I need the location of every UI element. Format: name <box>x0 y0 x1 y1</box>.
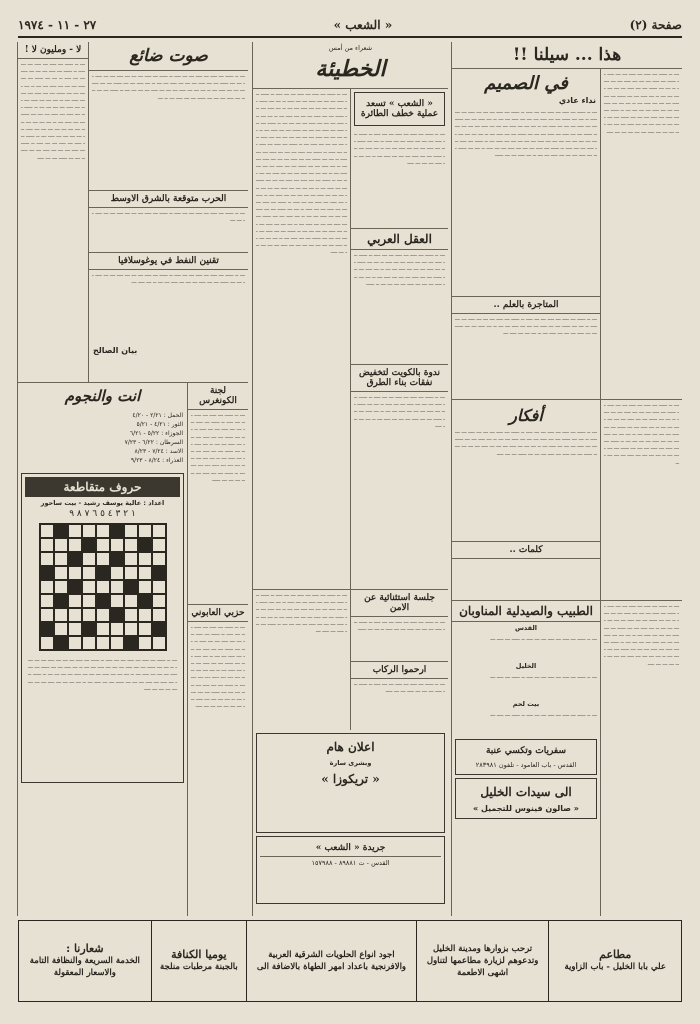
column-title-fi-alsamim: في الصميم <box>484 73 568 94</box>
article-body: ـــ ــ ـــــ ـــ ــــ ـــ ــــ ـــ ـــ ــــ ــ ـــــ ـــ ــــ ـــ <box>490 636 597 642</box>
article-body: ـــ ــ ـــــ ـــ ــــ ـــ ــــ ـــ ـــ ــــ ــ ـــــ ـــ ــــ ـــ <box>490 674 597 680</box>
issue-date: ٢٧ - ١١ - ١٩٧٤ <box>18 18 97 32</box>
headline-oil-yugoslavia: تقنين النفط في يوغوسلافيا <box>89 252 248 270</box>
poets-subtitle: شعراء من أمس <box>328 44 373 52</box>
headline-security-session: جلسة استثنائية عن الامن <box>351 590 448 617</box>
ad-kunafa-text: بالجبنة مرطبات منلجة <box>159 962 238 972</box>
headline-no-million-no: لا - ومليون لا ! <box>18 42 88 59</box>
paper-name: « الشعب » <box>333 18 393 32</box>
star-sign-row <box>22 438 183 447</box>
crossword-clues: ـــ ــ ـــــ ـــ ــــ ـــ ــــ ـــ ـــ ــــ ــ ـــــ ـــ ــــ ـــ ـــ ـــ ــــ ـــ ـــ ــــ ــ ـــ ـــ ـــــ ـــ ـــ ــــ ـــ ـــ ـــ ــــ ـــ ـــ ــ ـــ ــــ ـــ ـــ ـــــ ـــ ـــ ــــ ـــ ـــ ـــ ــــ ـــ ــ ـــ ـــ ـــ ــــ ـــ ـــ ـــ ــــ ـــ ـــ ـــ ـــ ــ ـــــ ـــ ـــ ــــ ـــ ــــ ـــ ـــ ـــ ـــــ ـــ ـــ ــــ ـــ ــ ـــ ـــ ـــ ـــ ــــ ـــ ـــ ـــ ـــ ـــ ـــ ـــ ــــ <box>28 657 177 692</box>
byline-nida: نداء عادي <box>558 96 596 105</box>
column-left <box>17 42 248 916</box>
taxi-title: سفريات وتكسي عنبة <box>485 746 567 756</box>
ad-sweets-text: اجود انواع الحلويات الشرقية العربية والافرنجية باعداد امهر الطهاة بالاضافة الى <box>256 950 407 972</box>
star-sign-row <box>22 456 183 465</box>
article-body: ـــ ــ ـــــ ـــ ــــ ـــ ــــ ـــ ـــ ــــ ــ ـــــ ـــ ــــ ـــ <box>490 712 597 718</box>
headline-khatia: الخطيئة <box>253 54 448 89</box>
article-body: ـــ ــ ـــــ ـــ ــــ ـــ ــــ ـــ ـــ ــــ ــ ـــــ ـــ ــــ ـــ ـــ ـــ ــــ ـــ ـــ ــــ ــ ـــ ـــ ـــــ ـــ ـــ ــــ ـــ ـــ ـــ ــــ ـــ ـــ ــ ـــ ــــ ـــ ـــ ـــــ ـــ ـــ ــــ ـــ ـــ ـــ ــــ ـــ ــ ـــ ـــ ـــ ــــ ـــ ـــ ـــ ــــ ـــ ـــ ـــ ـــ ــ ـــــ ـــ ـــ ــــ ـــ ــــ ـــ ـــ ـــ ـــــ ـــ ـــ ــــ ـــ ــ ـــ ـــ ـــ ـــ ــــ ـــ ـــ ـــ ـــ ـــ ـــ ـــ ــــ <box>191 624 245 710</box>
star-sign: الجوزاء : ٥/٢٢ - ٦/٢١ <box>129 430 183 437</box>
article-body: ـــ ــ ـــــ ـــ ــــ ـــ ــــ ـــ ـــ ــــ ــ ـــــ ـــ ــــ ـــ ـــ ـــ ــــ ـــ ـــ ــــ ــ ـــ ـــ ـــــ ـــ ـــ ــــ ـــ ـــ ـــ ــــ ـــ ـــ ــ ـــ ــــ ـــ ـــ ـــــ ـــ ـــ ــــ ـــ ـــ ـــ ــــ ـــ ــ ـــ ـــ ـــ ــــ ـــ ـــ ـــ ــــ ـــ ـــ ـــ ـــ ــ ـــــ ـــ ـــ ــــ ـــ ــــ ـــ <box>256 592 347 635</box>
article-body: ـــ ــ ـــــ ـــ ــــ ـــ ــــ ـــ ـــ ــــ ــ ـــــ ـــ ــــ ـــ ـــ ـــ ــــ ـــ ـــ ــــ ــ ـــ ـــ <box>92 210 245 224</box>
article-body: ـــ ــ ـــــ ـــ ــــ ـــ ــــ ـــ ـــ ــــ ــ ـــــ ـــ ــــ ـــ ـــ ـــ ــــ ـــ ـــ ــــ <box>354 681 445 695</box>
taxi-ad <box>455 739 597 775</box>
star-sign-row <box>22 420 183 429</box>
subscription-box <box>256 836 445 904</box>
headline-kuwait: ندوة بالكويت لتخفيض نفقات بناء الطرق <box>351 364 448 392</box>
author-bayan: بيان الصالح <box>93 346 138 355</box>
headline-passengers: ارحموا الركاب <box>351 661 448 679</box>
article-body: ـــ ــ ـــــ ـــ ــــ ـــ ــــ ـــ ـــ ــــ ــ ـــــ ـــ ــــ ـــ ـــ ـــ ــــ ـــ ـــ ــــ ــ ـــ ـــ ـــــ ـــ ـــ ــــ ـــ ـــ ـــ ــــ ـــ ـــ ــ ـــ ــــ ـــ ـــ ـــــ ـــ ـــ ــــ ـــ ـــ ـــ ــــ ـــ ــ ـــ ـــ ـــ ــــ ـــ ـــ ـــ ــــ ـــ ـــ ـــ ـــ ــ ـــــ ـــ ـــ ــــ ـــ ــــ ـــ ـــ ـــ ـــــ ـــ ـــ ــــ <box>455 429 597 457</box>
ad-slogan-title: شعارنا : <box>66 942 104 955</box>
article-body: ـــ ــ ـــــ ـــ ــــ ـــ ــــ ـــ ـــ ــــ ــ ـــــ ـــ ــــ ـــ ـــ ـــ ــــ ـــ ـــ ــــ ــ ـــ ـــ ـــــ ـــ ـــ ــــ ـــ ـــ ـــ ــــ ـــ ـــ ــ ـــ ــــ ـــ ـــ ـــــ ـــ ـــ ــــ ـــ ـــ ـــ ــــ ـــ ــ ـــ ـــ ـــ ــــ ـــ ـــ ـــ ــــ <box>354 131 445 166</box>
ad-slogan <box>19 921 151 1001</box>
star-sign: الحمل : ٢/٢١ - ٤/٢٠ <box>132 412 183 419</box>
subscription-title: جريدة « الشعب » <box>260 840 441 857</box>
salon-ad <box>455 778 597 819</box>
headline-lost-voice: صوت ضائع <box>89 42 248 71</box>
article-body: ـــ ــ ـــــ ـــ ــــ ـــ ــــ ـــ ـــ ــــ ــ ـــــ ـــ ــــ ـــ ـــ ـــ ــــ ـــ ـــ ــــ ــ ـــ ـــ ـــــ ـــ ـــ ــــ ـــ ـــ ـــ ــــ ـــ ـــ ــ ـــ ــــ ـــ ـــ ـــــ ـــ ـــ ــــ ـــ ـــ ـــ ــــ ـــ ــ ـــ ـــ ـــ ــــ ـــ ـــ ـــ ــــ ـــ ـــ ـــ ـــ ــ ـــــ ـــ ـــ ــــ ـــ ــــ ـــ ـــ ـــ ـــــ ـــ ـــ ــــ ـــ ــ ـــ ـــ ـــ ـــ ــــ ـــ ـــ ـــ ـــ ـــ ـــ ـــ ــــ ـــ ـــ ـــ ـــ ـــ ــــ ـــ ــ ـــــ ـــ ــــ ـــ ــــ ـــ ـــ ــــ ــ ـــــ ـــ ــــ ـــ ـــ ـــ ــــ ـــ ـــ ــــ ــ ـــ ـــ ـــــ ـــ ـــ ــــ <box>21 61 85 161</box>
article-body: ـــ ــ ـــــ ـــ ــــ ـــ ــــ ـــ ـــ ــــ ــ ـــــ ـــ ــــ ـــ ـــ ـــ ــــ ـــ ـــ ــــ ــ ـــ ـــ ـــــ <box>354 619 445 633</box>
headline-war-expected: الحرب متوقعة بالشرق الاوسط <box>89 190 248 208</box>
crossword-grid <box>39 523 167 651</box>
star-sign: السرطان : ٦/٢٢ - ٧/٢٣ <box>124 439 183 446</box>
pharmacy-city-2: الخليل <box>515 662 537 670</box>
star-sign-row <box>22 447 183 456</box>
masthead <box>18 14 682 38</box>
headline-congress: لجنة الكونغرس <box>188 383 248 410</box>
ad-hebron-restaurant <box>416 921 549 1001</box>
headline-party: حزبي العابوني <box>188 604 248 622</box>
star-sign-row <box>22 411 183 420</box>
ad-slogan-text: الخدمة السريعة والنظافة التامة والاسعار المعقولة <box>29 956 140 978</box>
ad-ali-baba-title: مطاعم <box>599 948 632 961</box>
headline-mutajara: المتاجرة بالعلم .. <box>452 296 600 314</box>
subscription-line: القدس - ت ٨٩٨٨١ - ١٥٧٩٨٨ <box>311 859 390 867</box>
ad-ali-baba-text: علي بابا الخليل - باب الزاوية <box>564 962 666 972</box>
article-body: ـــ ــ ـــــ ـــ ــــ ـــ ــــ ـــ ـــ ــــ ــ ـــــ ـــ ــــ ـــ ـــ ـــ ــــ ـــ ـــ ــــ ــ ـــ ـــ ـــــ ـــ ـــ ــــ ـــ ـــ ـــ ــــ ـــ ـــ ــ ـــ ــــ ـــ <box>92 272 245 286</box>
page-number: صفحة (٢) <box>629 18 682 32</box>
stars-list <box>18 409 187 467</box>
ad-ali-baba <box>548 921 681 1001</box>
headline-arab-mind: العقل العربي <box>351 228 448 250</box>
ad-kunafa <box>151 921 247 1001</box>
pharmacy-city-1: القدس <box>514 624 538 632</box>
article-body: ـــ ــ ـــــ ـــ ــــ ـــ ــــ ـــ ـــ ــــ ــ ـــــ ـــ ــــ ـــ ـــ ـــ ــــ ـــ ـــ ــــ ــ ـــ ـــ ـــــ ـــ ـــ ــــ ـــ ـــ ـــ ــــ ـــ ـــ ــ ـــ ــــ ـــ ـــ ـــــ ـــ ـــ ــــ ـــ ـــ ـــ ــــ ـــ ــ ـــ ـــ ـــ ــــ ـــ ـــ ـــ ــــ ـــ ـــ ـــ ـــ ــ ـــــ ـــ ـــ ــــ ـــ ــــ ـــ ـــ ـــ ـــــ <box>191 412 245 483</box>
headline-hijack: « الشعب » تسعد عملية خطف الطائرة <box>360 99 439 119</box>
article-body: ـــ ــ ـــــ ـــ ــــ ـــ ــــ ـــ ـــ ــــ ــ ـــــ ـــ ــــ ـــ ـــ ـــ ــــ ـــ ـــ ــــ ــ ـــ ـــ ـــــ ـــ ـــ ــــ ـــ ـــ ـــ ــــ ـــ ـــ ــ ـــ ــــ ـــ ـــ ـــــ ـــ ـــ ــــ ـــ ـــ ـــ ــــ ـــ ــ ـــ ـــ ـــ ــــ ـــ ـــ ـــ ــــ ـــ ـــ ـــ ـــ ــ ـــــ ـــ ـــ ــــ ـــ ــــ ـــ ـــ ـــ ـــــ ـــ ـــ ــــ ـــ ــ ـــ ـــ ـــ ـــ ــــ ـــ ـــ ـــ ـــ ـــ ـــ ـــ ــــ <box>600 601 682 916</box>
article-body: ـــ ــ ـــــ ـــ ــــ ـــ ــــ ـــ ـــ ــــ ــ ـــــ ـــ ــــ ـــ ـــ ـــ ــــ ـــ ـــ ــــ ــ ـــ ـــ ـــــ ـــ ـــ ــــ ـــ ـــ ـــ ــــ ـــ ـــ ــ ـــ ــــ ـــ ـــ ـــــ ـــ ـــ ــــ ـــ ـــ ـــ ــــ ـــ ــ ـــ ـــ ـــ ــــ ـــ ـــ ـــ ــــ ـــ ـــ ـــ ـــ ــ ـــــ ـــ ـــ ــــ ـــ ــــ ـــ ـــ ـــ ـــــ ـــ ـــ ــــ ـــ ــ ـــ ـــ ـــ ـــ ــــ ـــ ـــ ـــ ـــ ـــ ـــ ـــ ــــ ـــ ـــ ـــ ـــ ـــ ــــ <box>600 69 682 399</box>
crossword-title: حروف متقاطعة <box>25 477 180 497</box>
column-middle <box>252 42 448 916</box>
headline-pharmacy: الطبيب والصيدلية المناوبان <box>452 601 600 622</box>
ad-sweets <box>246 921 416 1001</box>
column-right <box>451 42 682 916</box>
ad-title: اعلان هام <box>326 740 375 754</box>
column-title-afkar: أفكار <box>509 406 543 425</box>
hijack-box <box>354 92 445 126</box>
salon-name: « صالون فينوس للتجميل » <box>473 804 579 813</box>
crossword-author: اعداد : عالية يوسف رشيد - بيت ساحور <box>40 499 165 507</box>
article-body: ـــ ــ ـــــ ـــ ــــ ـــ ــــ ـــ ـــ ــــ ــ ـــــ ـــ ــــ ـــ ـــ ـــ ــــ ـــ ـــ ــــ ــ ـــ ـــ ـــــ ـــ ـــ ــــ ـــ ـــ ـــ ــــ ـــ ـــ ــ ـــ ــــ ـــ ـــ ـــــ ـــ ـــ ــــ ـــ ـــ ـــ ــــ ـــ ــ ـــ ـــ ـــ ــــ ـــ ـــ ـــ ــــ ـــ ـــ ـــ ـــ ــ ـــــ ـــ ـــ ــــ ـــ ــــ ـــ ـــ ـــ ـــــ ـــ ـــ ــــ ـــ ــ ـــ ـــ ـــ ـــ ــــ ـــ ـــ ـــ ـــ ـــ ـــ ـــ ــــ ـــ ـــ ـــ ـــ ـــ ــــ ـــ ــ ـــــ ـــ ــــ ـــ ــــ ـــ ـــ ــــ ــ ـــــ ـــ ــــ ـــ ـــ ـــ ــــ ـــ ـــ ــــ ــ ـــ ـــ ـــــ ـــ ـــ ــــ ـــ ـــ ـــ ــــ ـــ ـــ ــ ـــ ــــ ـــ ـــ ـــــ ـــ ـــ ــــ ـــ ـــ ـــ ــــ ـــ ــ ـــ ـــ ـــ ــــ ـــ ـــ ـــ ــــ ـــ ـــ ـــ ـــ ــ ـــــ ـــ ـــ ــــ ـــ ــــ ـــ ـــ ـــ ـــــ ـــ ـــ ــــ ـــ ــ ـــ ـــ ـــ ـــ ــــ ـــ ـــ ـــ ـــ ـــ ـــ ـــ ــــ ـــ ـــ ـــ ـــ ـــ ــــ ـــ ــ ـــــ ـــ ــــ ـــ ــــ ـــ ـــ ــــ ــ ـــــ ـــ ــــ ـــ ـــ ـــ ــــ ـــ ـــ ــــ ــ ـــ ـــ ـــــ ـــ ـــ ــــ ـــ ـــ ـــ ــــ ـــ ـــ ــ ـــ ــــ ـــ ـــ ـــــ ـــ ـــ ــــ ـــ ـــ ـــ ــــ ـــ ــ ـــ ـــ ـــ ــــ ـــ ـــ ـــ ــــ ـــ ـــ ـــ ـــ ــ ـــــ ـــ ـــ ــــ ـــ ــــ ـــ ـــ ـــ ـــــ ـــ ـــ ــــ ـــ ــ ـــ ـــ ـــ ـــ ــــ ـــ ـــ ـــ ـــ ـــ ـــ ـــ ــــ ـــ ـــ ـــ ـــ ـــ ــــ <box>256 91 347 256</box>
star-sign: الاسد : ٧/٢٤ - ٨/٢٣ <box>134 448 183 455</box>
taxi-line: القدس - باب العامود - تلفون ٢٨٣٩٨١ <box>475 761 577 769</box>
star-sign-row <box>22 429 183 438</box>
pharmacy-city-3: بيت لحم <box>512 700 540 708</box>
trikoza-ad <box>256 733 445 833</box>
star-sign: الثور : ٤/٢١ - ٥/٢١ <box>136 421 183 428</box>
article-body: ـــ ــ ـــــ ـــ ــــ ـــ ــــ ـــ ـــ ــــ ــ ـــــ ـــ ــــ ـــ ـــ ـــ ــــ ـــ ـــ ــــ ــ ـــ ـــ ـــــ ـــ ـــ ــــ ـــ ـــ ـــ ــــ ـــ ـــ ــ ـــ ــــ ـــ ـــ ـــــ ـــ ـــ ــــ ـــ ـــ ـــ ــــ ـــ ــ ـــ ـــ ـــ ــــ ـــ ـــ ـــ ــــ ـــ ـــ ـــ ـــ ــ ـــــ ـــ ـــ ــــ ـــ ــــ ـــ ـــ ـــ ـــــ ـــ ـــ ــــ ـــ ــ ـــ <box>92 73 245 101</box>
footer-ads <box>18 920 682 1002</box>
article-body: ـــ ــ ـــــ ـــ ــــ ـــ ــــ ـــ ـــ ــــ ــ ـــــ ـــ ــــ ـــ ـــ ـــ ــــ ـــ ـــ ــــ ــ ـــ ـــ ـــــ ـــ ـــ ــــ ـــ ـــ ـــ ــــ ـــ ـــ ــ ـــ ــــ ـــ ـــ ـــــ ـــ ـــ ــــ ـــ ـــ ـــ ــــ ـــ ــ ـــ ـــ ـــ ــــ ـــ ـــ ـــ ــــ ـــ ـــ ـــ ـــ ــ ـــــ ـــ ـــ ــــ ـــ ــــ ـــ ـــ ـــ ـــــ ـــ ـــ ــــ ـــ ــ ـــ ـــ ـــ ـــ ــــ ـــ ـــ ـــ ـــ ـــ ـــ ـــ ــــ ـــ ـــ ـــ ـــ ـــ ــــ ـــ ــ ـــــ ـــ ــــ ـــ ــــ ـــ ـــ ــــ ــ ـــــ ـــ ــــ ـــ ـــ ـــ ــــ ـــ ـــ ــــ ــ ـــ ـــ ـــــ ـــ ـــ ــــ ـــ ـــ ـــ ــــ ـــ ـــ ــ ـــ ــــ ـــ ـــ ـــــ <box>455 109 597 159</box>
ad-company: « تريكوزا » <box>321 772 380 786</box>
crossword-digits: ١ ٢ ٣ ٤ ٥ ٦ ٧ ٨ ٩ <box>69 509 136 519</box>
headline-silna: هذا ... سيلنا !! <box>452 42 682 69</box>
star-sign: العذراء : ٨/٢٤ - ٩/٢٣ <box>130 457 183 464</box>
salon-title: الى سيدات الخليل <box>480 785 572 799</box>
article-body: ـــ ــ ـــــ ـــ ــــ ـــ ــــ ـــ ـــ ــــ ــ ـــــ ـــ ــــ ـــ ـــ ـــ ــــ ـــ ـــ ــــ ــ ـــ ـــ ـــــ ـــ ـــ ــــ ـــ ـــ ـــ ــــ ـــ ـــ ــ ـــ ــــ ـــ ـــ ـــــ ـــ ـــ ــــ ـــ ـــ ـــ ــــ ـــ ــ ـــ ـــ ـــ ــــ ـــ <box>455 316 597 337</box>
ad-kunafa-title: يوميا الكنافة <box>171 948 227 961</box>
article-body: ـــ ــ ـــــ ـــ ــــ ـــ ــــ ـــ ـــ ــــ ــ ـــــ ـــ ــــ ـــ ـــ ـــ ــــ ـــ ـــ ــــ ــ ـــ ـــ ـــــ ـــ ـــ ــــ ـــ ـــ ـــ ــــ ـــ ـــ ــ ـــ ــــ ـــ ـــ ـــــ ـــ ـــ ــــ ـــ ـــ ـــ ــــ ـــ ــ ـــ ـــ ـــ ــــ <box>354 394 445 429</box>
ad-hebron-text: ترحب بزوارها ومدينة الخليل وتدعوهم لزيارة مطاعمها لتناول اشهى الاطعمة <box>426 944 539 978</box>
article-body: ـــ ــ ـــــ ـــ ــــ ـــ ــــ ـــ ـــ ــــ ــ ـــــ ـــ ــــ ـــ ـــ ـــ ــــ ـــ ـــ ــــ ــ ـــ ـــ ـــــ ـــ ـــ ــــ ـــ ـــ ـــ ــــ ـــ ـــ ــ ـــ ــــ ـــ ـــ ـــــ ـــ ـــ ــــ ـــ ـــ ـــ ــــ ـــ ــ ـــ ـــ ـــ ــــ ـــ ـــ ـــ ــــ ـــ ـــ ـــ ـــ ــ ـــــ ـــ ـــ ــــ ـــ ــــ ـــ ـــ ـــ ـــــ ـــ ـــ ــــ ـــ ــ ـــ ـــ ـــ ـــ ــــ ـــ ـــ ـــ ـــ <box>600 400 682 600</box>
stars-title: انت والنجوم <box>64 387 141 405</box>
crossword-box <box>21 473 184 783</box>
article-body: ـــ ــ ـــــ ـــ ــــ ـــ ــــ ـــ ـــ ــــ ــ ـــــ ـــ ــــ ـــ ـــ ـــ ــــ ـــ ـــ ــــ ــ ـــ ـــ ـــــ ـــ ـــ ــــ ـــ ـــ ـــ ــــ ـــ ـــ ــ ـــ ــــ ـــ ـــ ـــــ ـــ ـــ ــــ ـــ ـــ ـــ ــــ ـــ ــ ـــ ـــ ـــ ــــ ـــ ـــ ـــ ــــ ـــ ـــ ـــ ـــ ــ ـــــ <box>354 252 445 287</box>
ad-line: وبشرى سارة <box>329 759 372 767</box>
headline-kalimat: كلمات .. <box>452 541 600 559</box>
